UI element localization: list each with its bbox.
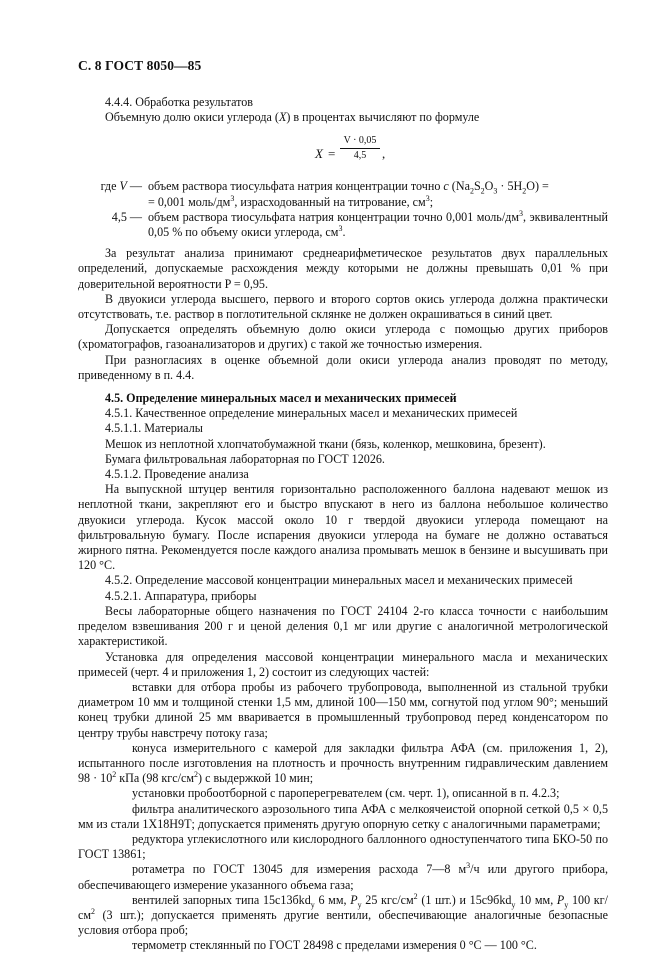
document-body [78, 95, 608, 954]
part-item: вставки для отбора пробы из рабочего трубопровода, выполненной из стальной трубки диаметром 10 мм и толщиной стенки 1,5 мм, длиной 100—150 мм, согнутой под углом 90°; меньший конец трубки длиной 25 мм вваривается в промышленный трубопровод перед конденсатором по центру трубы навстречу потоку газа; [78, 679, 608, 740]
text: 3 [230, 193, 235, 203]
formula-denominator: 4,5 [353, 150, 367, 162]
text: кПа (98 кгс/см [116, 771, 195, 786]
text: 3 [425, 193, 430, 203]
section-4-5-1-title: 4.5.1. Качественное определение минеральных масел и механических примесей [105, 406, 518, 421]
section-4-5-title: 4.5. Определение минеральных масел и механических примесей [105, 391, 457, 406]
text: ротаметра по ГОСТ 13045 для измерения расхода 7—8 м [132, 862, 467, 877]
text: (Na [448, 179, 470, 194]
paragraph: При разногласиях в оценке объемной доли окиси углерода анализ проводят по методу, приведенному в п. 4.4. [78, 352, 608, 382]
formula-fraction [340, 135, 380, 163]
where-definition [148, 179, 608, 209]
part-item: фильтра аналитического аэрозольного типа АФА с мелкоячеистой опорной сеткой 0,5 × 0,5 мм из стали 1Х18Н9Т; допускается применять другую опорную сетку с аналогичными параметрами; [78, 801, 608, 831]
text: 2 [194, 770, 199, 780]
part-item [78, 893, 608, 939]
text: , израсходованный на титрование, см [234, 194, 426, 209]
paragraph: В двуокиси углерода высшего, первого и второго сортов окись углерода должна практически отсутствовать, т.е. раствор в поглотительной склянке не должен окрашиваться в синий цвет. [78, 291, 608, 322]
text: O [484, 179, 494, 194]
where-term [78, 179, 148, 209]
scales-paragraph: Весы лабораторные общего назначения по ГОСТ 24104 2-го класса точности с наибольшим пределом взвешивания 200 г и ценой деления 0,1 мг или другие с аналогичной метрологической характеристикой. [78, 603, 608, 649]
text: P [350, 892, 358, 907]
text: конуса измерительного с камерой для закладки фильтра АФА (см. приложения 1, 2), испытанного после изготовления на плотность и прочность внутренним гидравлическим давлением 98 · 10 [78, 740, 608, 786]
text: Объемную долю окиси углерода ( [105, 110, 279, 125]
where-item-v [78, 179, 608, 209]
text: y [511, 900, 516, 910]
where-list [78, 179, 608, 240]
formula [78, 133, 608, 175]
section-4-5-2-title: 4.5.2. Определение массовой концентрации минеральных масел и механических примесей [105, 573, 573, 588]
setup-paragraph: Установка для определения массовой концентрации минерального масла и механических примесей (черт. 4 и приложения 1, 2) состоит из следующих частей: [78, 649, 608, 679]
text: , эквивалентный 0,05 % по объему окиси углерода, см [148, 209, 608, 240]
paragraph: Допускается определять объемную долю окиси углерода с помощью других приборов (хроматографов, газоанализаторов и других) с такой же точностью измерения. [78, 322, 608, 352]
formula-equals: = [328, 146, 336, 162]
text: (1 шт.) и 15с9бkd [417, 892, 512, 907]
section-4-5-1-2-title: 4.5.1.2. Проведение анализа [105, 467, 249, 482]
formula-intro [78, 110, 608, 125]
text: · 5H [497, 179, 523, 194]
text: y [310, 900, 315, 910]
formula-lhs: X [315, 146, 323, 162]
text: = 0,001 моль/дм [148, 194, 231, 209]
variable-v: V [119, 179, 127, 194]
material-item: Мешок из неплотной хлопчатобумажной ткани (бязь, коленкор, мешковина, брезент). [105, 436, 546, 451]
section-4-5-2-1-title: 4.5.2.1. Аппаратура, приборы [105, 588, 257, 603]
where-definition [148, 210, 608, 240]
text: вентилей запорных типа 15с13бkd [132, 892, 311, 907]
text: (3 шт.); допускается применять другие вентили, обеспечивающие аналогичные безопасные условия отбора проб; [78, 907, 608, 938]
text: y [564, 900, 569, 910]
part-item: термометр стеклянный по ГОСТ 28498 с пределами измерения 0 °С — 100 °С. [132, 938, 537, 953]
text: c [443, 179, 449, 194]
text: /ч или другого прибора, обеспечивающего измерение указанного объема газа; [78, 862, 608, 892]
text: — [126, 179, 142, 194]
text: 3 [338, 223, 343, 233]
analysis-paragraph: На выпускной штуцер вентиля горизонтально расположенного баллона надевают мешок из неплотной ткани, закрепляют его и быстро впускают в него из баллона небольшое количество двуокиси углерода. Кусок массой около 10 г твердой двуокиси углерода помещают на фильтровальную бумагу. После испарения двуокиси углерода на бумаге не должно оставаться жирного пятна. Рекомендуется после каждого анализа промывать мешок в бензине и высушивать при 120 °С. [78, 482, 608, 573]
text: . [342, 225, 346, 240]
variable-x: X [278, 110, 287, 125]
text: 3 [519, 208, 523, 218]
formula-numerator: V · 0,05 [340, 135, 380, 149]
text: S [473, 179, 481, 194]
text: объем раствора тиосульфата натрия концентрации точно [148, 179, 444, 194]
text: 10 мм, [515, 892, 557, 907]
text: ; [429, 194, 434, 209]
text: объем раствора тиосульфата натрия концентрации точно 0,001 моль/дм [148, 209, 519, 224]
text: 2 [469, 186, 474, 196]
text: ) с выдержкой 10 мин; [198, 771, 314, 786]
text: 2 [91, 906, 96, 916]
spacer [78, 383, 608, 391]
text: ) в процентах вычисляют по формуле [286, 110, 480, 125]
section-4-5-1-1-title: 4.5.1.1. Материалы [105, 421, 203, 436]
material-item: Бумага фильтровальная лабораторная по ГОСТ 12026. [105, 451, 385, 466]
part-item [78, 741, 608, 787]
text: где [100, 179, 120, 194]
text: 2 [522, 186, 527, 196]
part-item [78, 862, 608, 892]
page-header: С. 8 ГОСТ 8050—85 [78, 58, 202, 73]
text: 25 кгс/см [361, 892, 414, 907]
text: 6 мм, [314, 892, 351, 907]
text: 3 [493, 186, 498, 196]
text: 100 кг/см [78, 892, 609, 922]
paragraph: За результат анализа принимают среднеарифметическое результатов двух параллельных определений, допускаемые расхождения между которыми не должны превышать 0,01 % при доверительной вероятности P = 0,95. [78, 246, 608, 291]
part-item: установки пробоотборной с пароперегревателем (см. черт. 1), описанной в п. 4.2.3; [132, 786, 560, 801]
text: y [357, 900, 362, 910]
where-term: 4,5 — [111, 209, 142, 224]
text: P [556, 892, 565, 907]
text: O) = [526, 179, 549, 194]
text: 2 [112, 770, 117, 780]
text: 3 [466, 861, 471, 871]
where-item-4-5 [78, 210, 608, 240]
part-item: редуктора углекислотного или кислородного баллонного одноступенчатого типа БКО-50 по ГОСТ 13861; [78, 831, 608, 862]
text: 2 [413, 891, 418, 901]
section-4-4-4-title: 4.4.4. Обработка результатов [105, 95, 254, 109]
text: 2 [480, 186, 485, 196]
formula-trail: , [382, 146, 386, 162]
